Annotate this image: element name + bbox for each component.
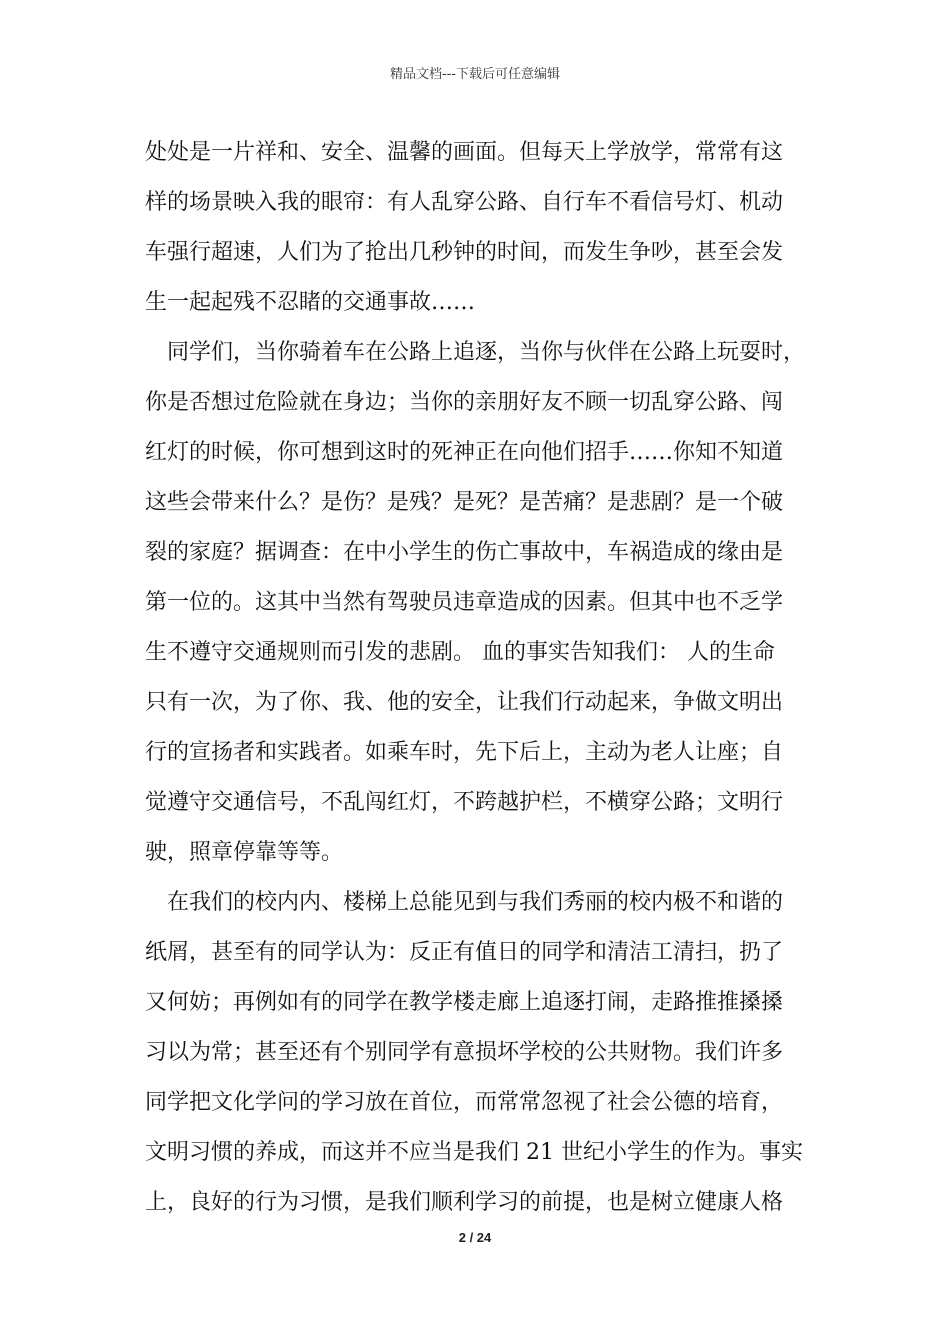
text-line: 驶，照章停靠等等。 (145, 840, 344, 865)
text-line: 觉遵守交通信号，不乱闯红灯，不跨越护栏，不横穿公路；文明行 (145, 790, 784, 815)
text-line: 同学把文化学问的学习放在首位，而常常忽视了社会公德的培育， (145, 1090, 784, 1115)
text-line: 只有一次，为了你、我、他的安全，让我们行动起来，争做文明出 (145, 690, 784, 715)
text-line: 在我们的校内内、楼梯上总能见到与我们秀丽的校内极不和谐的 (167, 890, 784, 915)
text-line: 同学们，当你骑着车在公路上追逐，当你与伙伴在公路上玩耍时， (167, 340, 806, 365)
text-line: 生不遵守交通规则而引发的悲剧。 血的事实告知我们： 人的生命 (145, 640, 775, 665)
text-line: 纸屑，甚至有的同学认为：反正有值日的同学和清洁工清扫，扔了 (145, 940, 784, 965)
text-line: 处处是一片祥和、安全、温馨的画面。但每天上学放学，常常有这 (145, 140, 784, 165)
text-line: 习以为常；甚至还有个别同学有意损坏学校的公共财物。我们许多 (145, 1040, 784, 1065)
text-line: 生一起起残不忍睹的交通事故…… (145, 290, 476, 315)
text-line: 你是否想过危险就在身边；当你的亲朋好友不顾一切乱穿公路、闯 (145, 390, 784, 415)
text-line: 样的场景映入我的眼帘：有人乱穿公路、自行车不看信号灯、机动 (145, 190, 784, 215)
page-header: 精品文档---下载后可任意编辑 (389, 67, 561, 82)
text-line: 文明习惯的养成，而这并不应当是我们 21 世纪小学生的作为。事实 (145, 1140, 803, 1165)
text-line: 车强行超速，人们为了抢出几秒钟的时间，而发生争吵，甚至会发 (145, 240, 784, 265)
document-body (145, 128, 807, 1228)
text-line: 红灯的时候，你可想到这时的死神正在向他们招手……你知不知道 (145, 440, 784, 465)
text-line: 这些会带来什么？是伤？是残？是死？是苦痛？是悲剧？是一个破 (145, 490, 784, 515)
page-number: 2 / 24 (458, 1230, 492, 1245)
text-line: 上，良好的行为习惯，是我们顺利学习的前提，也是树立健康人格 (145, 1190, 784, 1215)
text-line: 裂的家庭？据调查：在中小学生的伤亡事故中，车祸造成的缘由是 (145, 540, 784, 565)
text-line: 行的宣扬者和实践者。如乘车时，先下后上，主动为老人让座；自 (145, 740, 784, 765)
text-line: 又何妨；再例如有的同学在教学楼走廊上追逐打闹，走路推推搡搡 (145, 990, 784, 1015)
text-line: 第一位的。这其中当然有驾驶员违章造成的因素。但其中也不乏学 (145, 590, 784, 615)
